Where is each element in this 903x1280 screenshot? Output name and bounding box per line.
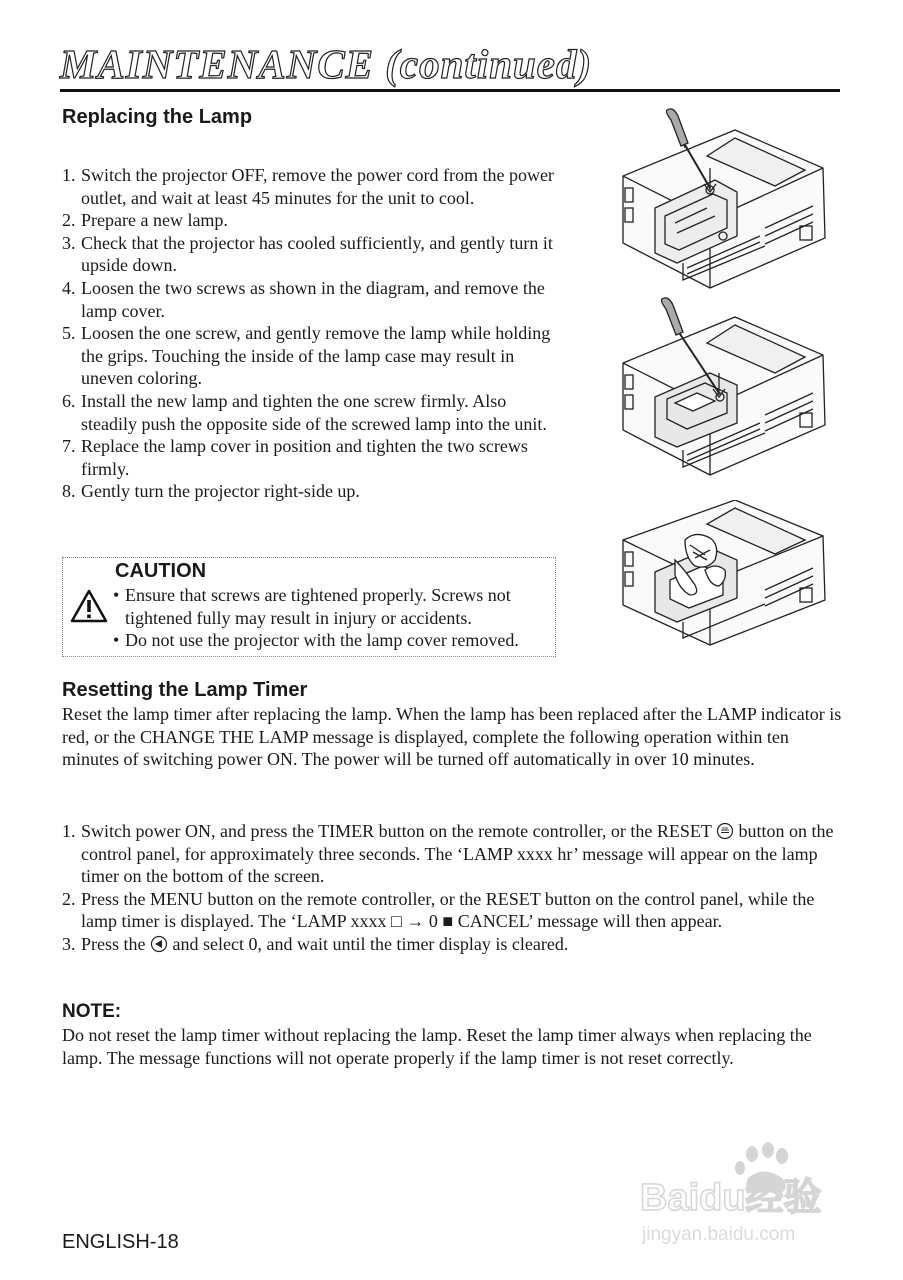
svg-text:jingyan.baidu.com: jingyan.baidu.com [642,1224,796,1245]
lamp-screw-figure [615,295,835,480]
list-item: 6. Install the new lamp and tighten the one screw firmly. Also steadily push the opposite side of the screwed lamp into the unit. [62,390,547,434]
baidu-watermark-logo [640,1140,860,1250]
list-item: 1. Switch power ON, and press the TIMER button on the remote controller, or the RESET button on the control panel, for approximately three seconds. The ‘LAMP xxxx hr’ message will appear on the lamp timer on the bottom of the screen. [62,821,834,887]
list-item: 5. Loosen the one screw, and gently remove the lamp while holding the grips. Touching the inside of the lamp case may result in uneven coloring. [62,323,551,389]
list-item: 2. Prepare a new lamp. [62,210,228,231]
list-item: • Do not use the projector with the lamp cover removed. [113,629,553,652]
list-item: 2. Press the MENU button on the remote controller, or the RESET button on the control panel, while the lamp timer is displayed. The ‘LAMP xxxx □ → 0 ■ CANCEL’ message will then appear. [62,888,815,932]
list-item: • Ensure that screws are tightened properly. Screws not tightened fully may result in injury or accidents. [113,584,553,629]
list-item: 4. Loosen the two screws as shown in the diagram, and remove the lamp cover. [62,277,545,321]
reset-button-icon [716,822,734,840]
caution-list [113,584,553,652]
resetting-timer-heading: Resetting the Lamp Timer [62,679,308,701]
left-arrow-button-icon [150,935,168,953]
resetting-timer-steps [62,820,847,956]
title-rule [60,89,840,92]
note-heading: NOTE: [62,1001,122,1022]
warning-triangle-icon [69,588,109,624]
note-text: Do not reset the lamp timer without replacing the lamp. Reset the lamp timer always when replacing the lamp. The message functions will not operate properly if the lamp timer is not reset correctly. [62,1025,812,1068]
resetting-intro: Reset the lamp timer after replacing the lamp. When the lamp has been replaced after the LAMP indicator is red, or the CHANGE THE LAMP message is displayed, complete the following operation within ten minutes of switching power ON. The power will be turned off automatically in over 10 minutes. [62,704,842,770]
list-item: 3. Press the and select 0, and wait until the timer display is cleared. [62,933,569,954]
lamp-removal-hands-figure [615,500,835,650]
list-item: 8. Gently turn the projector right-side up. [62,481,360,502]
replacing-lamp-steps [62,164,562,503]
list-item: 3. Check that the projector has cooled sufficiently, and gently turn it upside down. [62,232,553,276]
caution-title: CAUTION [115,560,207,582]
list-item: 1. Switch the projector OFF, remove the power cord from the power outlet, and wait at least 45 minutes for the unit to cool. [62,165,554,208]
page-number: ENGLISH-18 [62,1231,179,1253]
list-item: 7. Replace the lamp cover in position and tighten the two screws firmly. [62,436,528,479]
caution-box [62,557,556,657]
svg-text:Baidu经验: Baidu经验 [640,1177,822,1219]
page-title: MAINTENANCE (continued) [60,41,593,87]
lamp-cover-removal-figure [615,108,835,293]
replacing-lamp-heading: Replacing the Lamp [62,106,253,128]
